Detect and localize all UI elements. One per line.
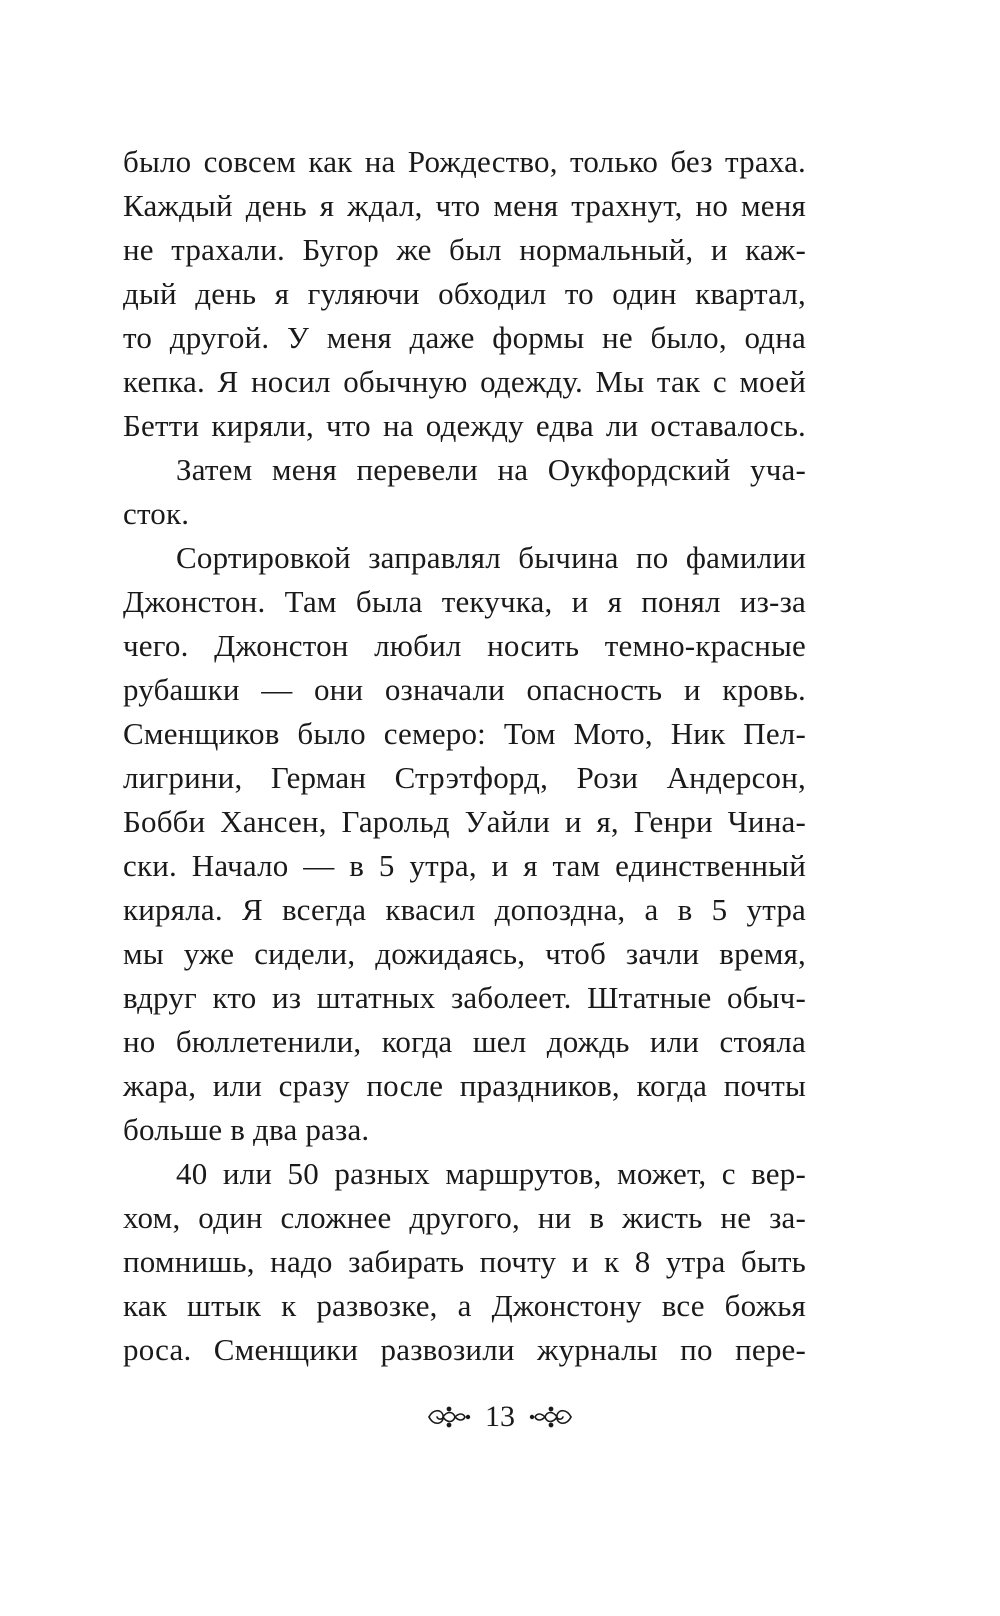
text-line: больше в два раза.: [123, 1112, 370, 1147]
text-line: вдруг кто из штатных заболеет. Штатные обыч-: [123, 980, 806, 1015]
text-line: ски. Начало — в 5 утра, и я там единственный: [123, 848, 806, 883]
paragraph-start-line: 40 или 50 разных маршрутов, может, с вер-: [176, 1156, 806, 1191]
text-line: как штык к развозке, а Джонстону все божья: [123, 1288, 806, 1323]
paragraph-start-line: Сортировкой заправлял бычина по фамилии: [176, 540, 806, 575]
text-line: хом, один сложнее другого, ни в жисть не за-: [123, 1200, 806, 1235]
text-line: сток.: [123, 496, 190, 531]
ornament-icon: [529, 1404, 575, 1430]
text-line: Бетти киряли, что на одежду едва ли оставалось.: [123, 408, 806, 443]
text-line: кепка. Я носил обычную одежду. Мы так с моей: [123, 364, 806, 399]
text-line: жара, или сразу после праздников, когда почты: [123, 1068, 806, 1103]
text-line: Бобби Хансен, Гарольд Уайли и я, Генри Чина-: [123, 804, 806, 839]
page-footer: [0, 1395, 1000, 1439]
page-number: 13: [485, 1400, 515, 1433]
text-line: то другой. У меня даже формы не было, одна: [123, 320, 806, 355]
text-line: киряла. Я всегда квасил допоздна, а в 5 утра: [123, 892, 806, 927]
text-line: лигрини, Герман Стрэтфорд, Рози Андерсон,: [123, 760, 806, 795]
text-line: было совсем как на Рождество, только без траха.: [123, 144, 806, 179]
ornament-icon: [425, 1404, 471, 1430]
text-line: мы уже сидели, дожидаясь, чтоб зачли время,: [123, 936, 806, 971]
text-line: Каждый день я ждал, что меня трахнут, но меня: [123, 188, 806, 223]
text-line: Сменщиков было семеро: Том Мото, Ник Пел-: [123, 716, 806, 751]
text-line: роса. Сменщики развозили журналы по пере-: [123, 1332, 806, 1367]
text-line: но бюллетенили, когда шел дождь или стояла: [123, 1024, 806, 1059]
text-line: не трахали. Бугор же был нормальный, и каж-: [123, 232, 806, 267]
text-line: чего. Джонстон любил носить темно-красные: [123, 628, 806, 663]
text-line: Джонстон. Там была текучка, и я понял из-за: [123, 584, 806, 619]
text-line: рубашки — они означали опасность и кровь.: [123, 672, 806, 707]
text-line: дый день я гуляючи обходил то один квартал,: [123, 276, 806, 311]
paragraph-start-line: Затем меня перевели на Оукфордский уча-: [176, 452, 806, 487]
text-line: помнишь, надо забирать почту и к 8 утра быть: [123, 1244, 806, 1279]
